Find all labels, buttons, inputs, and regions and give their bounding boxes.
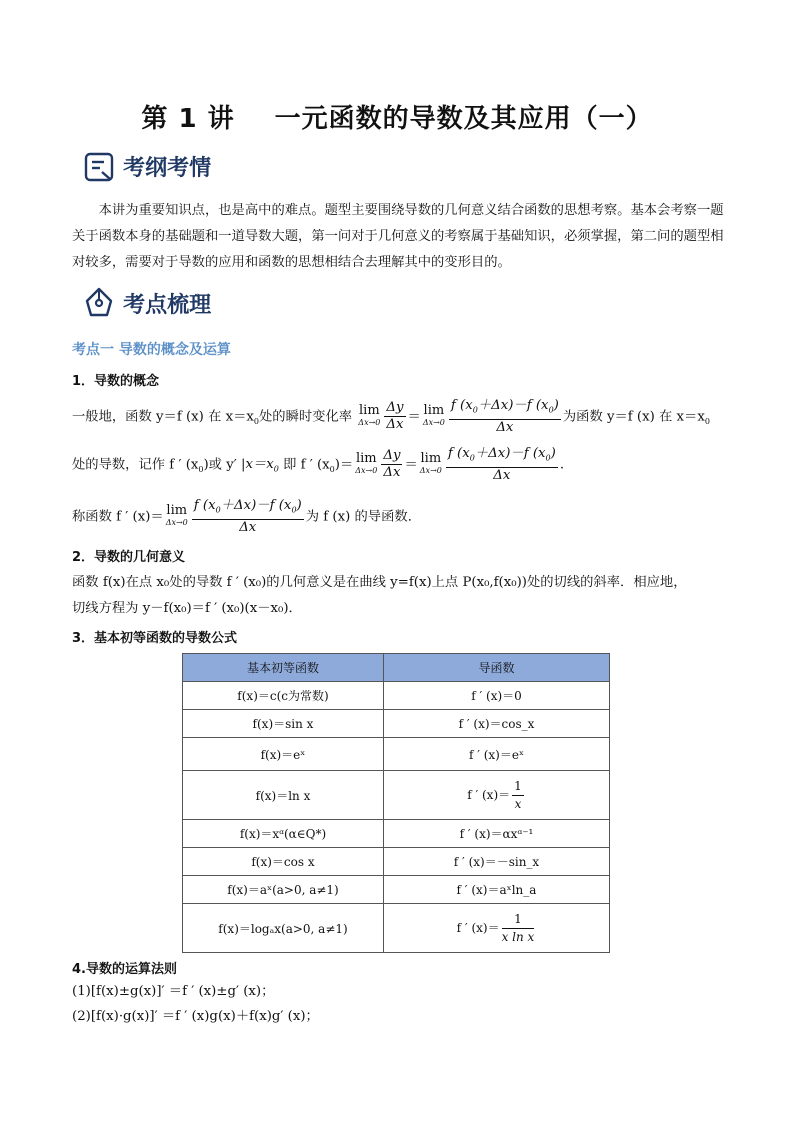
limit-expression: lim Δx→0 (355, 450, 378, 475)
limit-expression: lim Δx→0 (165, 502, 188, 527)
table-cell: f(x)＝c(c为常数) (183, 682, 384, 710)
topic-heading: 考点一 导数的概念及运算 (72, 342, 231, 358)
cell-text: f ′ (x)＝ (456, 920, 500, 935)
fraction: $\frac{\Delta y}{\Delta x}$ (383, 448, 401, 481)
table-cell: f(x)＝eˣ (183, 738, 384, 771)
text: 处的瞬时变化率 (258, 409, 353, 425)
limit-expression: lim Δx→0 (419, 450, 442, 475)
table-row (183, 738, 610, 771)
text: 称函数 f ′ (x)＝ (72, 509, 164, 525)
cell-text: f ′ (x)＝ (467, 787, 511, 802)
fraction: $\frac{1}{\text{x ln x}}$ (501, 911, 535, 944)
table-cell: f(x)＝cos x (183, 848, 384, 876)
text: 为函数 y＝f (x) 在 x＝x (562, 409, 705, 425)
section-title: 考点梳理 (123, 292, 212, 318)
fraction: $\frac{f (x_0+\Delta x)-f (x_0)}{\Delta x}$ (450, 398, 559, 435)
table-row (183, 848, 610, 876)
table-row (183, 710, 610, 738)
table-row (183, 820, 610, 848)
concept-line-2: 处的导数，记作 f ′ $(x_0)$或 y′ $|x=x_0$ 即 f ′ $(x_0)=$ lim Δx→0 $\frac{\Delta y}{\Delta x}$ ＝ lim Δx→0 $\frac{f (x_0+\Delta x)-f (x_0)}{\Delta x}$ . (72, 446, 565, 483)
section-heading-syllabus (84, 151, 211, 182)
table-cell: f ′ (x)＝aˣln_a (384, 876, 610, 904)
table-cell: f ′ (x)＝αxᵅ⁻¹ (384, 820, 610, 848)
geometric-line-1: 函数 f(x)在点 x₀处的导数 f ′ (x₀)的几何意义是在曲线 y=f(x)上点 P(x₀,f(x₀))处的切线的斜率．相应地， (72, 575, 687, 590)
limit-expression: lim Δx→0 (422, 402, 445, 427)
section-title: 考纲考情 (123, 156, 212, 181)
column-header: 导函数 (384, 654, 610, 682)
page-title (0, 98, 794, 135)
fraction: $\frac{\Delta y}{\Delta x}$ (386, 400, 404, 433)
rule-1: (1)[f(x)±g(x)]′ ＝f ′ (x)±g′ (x)； (72, 984, 275, 999)
concept-line-1: 一般地，函数 y＝f (x) 在 $x=x_0$处的瞬时变化率 lim Δx→0 $\frac{\Delta y}{\Delta x}$ ＝ lim Δx→0 $\frac{f (x_0+\Delta x)-f (x_0)}{\Delta x}$ 为函数 y＝f (x) 在 $x=x_0$ (72, 398, 710, 435)
section-heading-review (84, 287, 211, 319)
rule-2: (2)[f(x)·g(x)]′ ＝f ′ (x)g(x)＋f(x)g′ (x)； (72, 1009, 319, 1024)
subheading-derivative-concept: 1．导数的概念 (72, 374, 160, 389)
table-cell: f(x)＝xᵅ(α∈Q*) (183, 820, 384, 848)
table-cell: f ′ (x)＝－sin_x (384, 848, 610, 876)
syllabus-paragraph: 本讲为重要知识点，也是高中的难点。题型主要围绕导数的几何意义结合函数的思想考察。基本会考察一题关于函数本身的基础题和一道导数大题，第一问对于几何意义的考察属于基础知识，必须掌握，第二问的题型相对较多，需要对于导数的应用和函数的思想相结合去理解其中的变形目的。 (72, 203, 724, 270)
text: )或 y′ | (203, 457, 246, 473)
table-header-row (183, 654, 610, 682)
table-cell: f(x)＝ln x (183, 771, 384, 820)
table-cell: f ′ (x)＝cos_x (384, 710, 610, 738)
text: . (559, 457, 565, 473)
text: )＝ (334, 457, 354, 473)
limit-expression: lim Δx→0 (358, 402, 381, 427)
subheading-basic-formulas: 3．基本初等函数的导数公式 (72, 631, 238, 646)
table-cell: f(x)＝logₐx(a>0, a≠1) (183, 904, 384, 953)
table-cell: f ′ (x)＝0 (384, 682, 610, 710)
table-row (183, 876, 610, 904)
derivative-formula-table (182, 653, 610, 953)
column-header: 基本初等函数 (183, 654, 384, 682)
pen-nib-icon (84, 287, 114, 319)
text: 即 f ′ (x (283, 457, 330, 473)
lecture-number: 第 1 讲 (141, 104, 235, 134)
table-cell (384, 771, 610, 820)
table-row (183, 904, 610, 953)
text: 为 f (x) 的导函数． (305, 509, 421, 525)
subheading-geometric-meaning: 2．导数的几何意义 (72, 550, 186, 565)
table-cell: f ′ (x)＝eˣ (384, 738, 610, 771)
subheading-operation-rules: 4.导数的运算法则 (72, 962, 177, 977)
geometric-line-2: 切线方程为 y－f(x₀)＝f ′ (x₀)(x－x₀)． (72, 601, 302, 616)
concept-line-3 (72, 498, 752, 536)
fraction: $\frac{f (x_0+\Delta x)-f (x_0)}{\Delta x}$ (193, 498, 302, 535)
text: 处的导数，记作 f ′ (x (72, 457, 199, 473)
table-cell: f(x)＝aˣ(a>0, a≠1) (183, 876, 384, 904)
text: 一般地，函数 y＝f (x) 在 x＝x (72, 409, 254, 425)
fraction: $\frac{1}{x}$ (514, 778, 522, 811)
table-row (183, 771, 610, 820)
list-book-icon (84, 152, 114, 182)
lecture-title: 一元函数的导数及其应用（一） (274, 104, 653, 134)
table-cell: f(x)＝sin x (183, 710, 384, 738)
fraction: $\frac{f (x_0+\Delta x)-f (x_0)}{\Delta x}$ (447, 446, 556, 483)
table-cell (384, 904, 610, 953)
table-row (183, 682, 610, 710)
